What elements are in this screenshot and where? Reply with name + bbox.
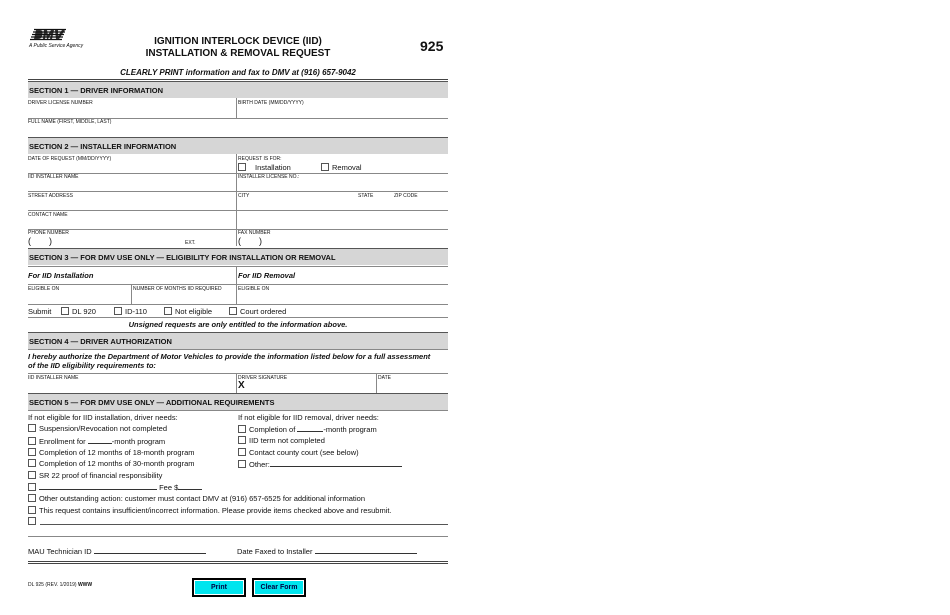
completion30-checkbox[interactable] bbox=[28, 459, 36, 467]
date-of-request-field[interactable] bbox=[28, 162, 236, 173]
enrollment-months-blank[interactable] bbox=[88, 436, 112, 444]
completion30-option[interactable] bbox=[28, 459, 195, 468]
installer-license-label: INSTALLER LICENSE NO.: bbox=[238, 174, 300, 180]
outstanding-label: Other outstanding action: customer must contact DMV at (916) 657-6525 for additional information bbox=[39, 494, 366, 503]
install-eligible-on-label: ELIGIBLE ON bbox=[28, 286, 60, 292]
zip-label: ZIP CODE bbox=[394, 193, 418, 199]
term-checkbox[interactable] bbox=[238, 436, 246, 444]
divider bbox=[28, 317, 448, 318]
removal-completion-label-b: -month program bbox=[323, 425, 377, 434]
sr22-option[interactable] bbox=[28, 471, 162, 480]
authorization-line-2: of the IID eligibility requirements to: bbox=[28, 361, 156, 370]
driver-license-field[interactable] bbox=[28, 106, 236, 118]
id110-label: ID-110 bbox=[125, 307, 147, 316]
divider bbox=[28, 210, 448, 211]
sr22-checkbox[interactable] bbox=[28, 471, 36, 479]
completion18-label: Completion of 12 months of 18-month program bbox=[39, 448, 195, 457]
left-intro: If not eligible for IID installation, driver needs: bbox=[28, 413, 178, 422]
divider bbox=[28, 373, 448, 374]
enrollment-checkbox[interactable] bbox=[28, 437, 36, 445]
date-faxed bbox=[237, 546, 417, 556]
fax-area-open: ( bbox=[238, 236, 241, 246]
suspension-checkbox[interactable] bbox=[28, 424, 36, 432]
section-2-title: SECTION 2 — INSTALLER INFORMATION bbox=[29, 142, 177, 151]
phone-label: PHONE NUMBER bbox=[28, 230, 69, 236]
other-option[interactable] bbox=[238, 459, 402, 469]
birth-date-field[interactable] bbox=[238, 106, 446, 118]
outstanding-option[interactable] bbox=[28, 494, 365, 503]
section-3-header bbox=[28, 248, 448, 265]
city-label: CITY bbox=[238, 193, 250, 199]
driver-signature-label: DRIVER SIGNATURE bbox=[238, 375, 288, 381]
outstanding-checkbox[interactable] bbox=[28, 494, 36, 502]
removal-completion-label-a: Completion of bbox=[249, 425, 296, 434]
dmv-logo bbox=[28, 28, 88, 42]
divider bbox=[28, 191, 448, 192]
divider bbox=[28, 79, 448, 80]
removal-eligible-on-field[interactable] bbox=[238, 292, 446, 303]
dl920-label: DL 920 bbox=[72, 307, 96, 316]
id110-option[interactable] bbox=[114, 307, 147, 316]
date-faxed-field[interactable] bbox=[315, 546, 417, 554]
other-blank[interactable] bbox=[270, 459, 402, 467]
form-number: 925 bbox=[420, 38, 444, 54]
state-label: STATE bbox=[358, 193, 374, 199]
unsigned-note: Unsigned requests are only entitled to the information above. bbox=[128, 320, 348, 329]
form-revision-suffix: WWW bbox=[77, 582, 93, 588]
removal-label: Removal bbox=[332, 163, 362, 172]
street-address-field[interactable] bbox=[28, 199, 236, 210]
section-4-header bbox=[28, 332, 448, 349]
divider bbox=[28, 349, 448, 350]
fee-checkbox[interactable] bbox=[28, 483, 36, 491]
suspension-option[interactable] bbox=[28, 424, 167, 433]
installation-checkbox[interactable] bbox=[238, 163, 246, 171]
completion30-label: Completion of 12 months of 30-month program bbox=[39, 459, 195, 468]
removal-checkbox[interactable] bbox=[321, 163, 329, 171]
mau-technician bbox=[28, 546, 206, 556]
driver-signature-field[interactable] bbox=[248, 381, 374, 392]
removal-eligible-on-label: ELIGIBLE ON bbox=[238, 286, 270, 292]
divider bbox=[28, 563, 448, 564]
authorization-line-1: I hereby authorize the Department of Motor Vehicles to provide the information listed below for a full assessment bbox=[28, 352, 431, 361]
date-of-request-label: DATE OF REQUEST (MM/DD/YYYY) bbox=[28, 156, 112, 162]
fee-description-blank[interactable] bbox=[39, 482, 157, 490]
form-revision-text: DL 925 (REV. 1/2019) bbox=[28, 582, 77, 588]
signature-mark: X bbox=[238, 380, 245, 391]
phone-area-close: ) bbox=[49, 236, 52, 246]
removal-completion-checkbox[interactable] bbox=[238, 425, 246, 433]
right-intro: If not eligible for IID removal, driver needs: bbox=[238, 413, 379, 422]
mau-technician-field[interactable] bbox=[94, 546, 206, 554]
id110-checkbox[interactable] bbox=[114, 307, 122, 315]
court-label: Contact county court (see below) bbox=[249, 448, 359, 457]
removal-months-blank[interactable] bbox=[297, 424, 323, 432]
fax-instruction: CLEARLY PRINT information and fax to DMV at (916) 657-9042 bbox=[120, 68, 356, 77]
fee-amount-blank[interactable] bbox=[178, 482, 202, 490]
blank-option-line[interactable] bbox=[40, 524, 448, 525]
contact-name-label: CONTACT NAME bbox=[28, 212, 68, 218]
other-label: Other: bbox=[249, 460, 270, 469]
completion18-option[interactable] bbox=[28, 448, 195, 457]
fax-label: FAX NUMBER bbox=[238, 230, 271, 236]
other-checkbox[interactable] bbox=[238, 460, 246, 468]
mau-label: MAU Technician ID bbox=[28, 547, 92, 556]
removal-completion-option[interactable] bbox=[238, 424, 377, 434]
driver-license-label: DRIVER LICENSE NUMBER bbox=[28, 100, 93, 106]
auth-installer-name-field[interactable] bbox=[28, 381, 236, 392]
enrollment-label-b: -month program bbox=[111, 437, 166, 446]
insufficient-label: This request contains insufficient/incorrect information. Please provide items checked above and resubmit. bbox=[39, 506, 392, 515]
fee-label: Fee $ bbox=[159, 483, 179, 492]
install-eligible-on-field[interactable] bbox=[28, 292, 130, 303]
title-line-2: INSTALLATION & REMOVAL REQUEST bbox=[145, 48, 331, 59]
installer-name-field[interactable] bbox=[28, 180, 236, 191]
fax-field[interactable] bbox=[243, 236, 443, 246]
auth-installer-name-label: IID INSTALLER NAME bbox=[28, 375, 79, 381]
submit-label: Submit bbox=[28, 307, 52, 316]
fax-area-close: ) bbox=[259, 236, 262, 246]
court-ordered-option[interactable] bbox=[229, 307, 286, 316]
street-address-label: STREET ADDRESS bbox=[28, 193, 73, 199]
section-1-header bbox=[28, 81, 448, 98]
section-4-title: SECTION 4 — DRIVER AUTHORIZATION bbox=[29, 337, 172, 346]
title-line-1: IGNITION INTERLOCK DEVICE (IID) bbox=[154, 36, 322, 47]
divider bbox=[28, 304, 448, 305]
section-5-header bbox=[28, 393, 448, 410]
ext-field[interactable] bbox=[200, 236, 234, 246]
auth-date-label: DATE bbox=[378, 375, 391, 381]
divider bbox=[236, 98, 237, 118]
clear-form-button[interactable]: Clear Form bbox=[252, 578, 306, 597]
birth-date-label: BIRTH DATE (MM/DD/YYYY) bbox=[238, 100, 304, 106]
installer-license-field[interactable] bbox=[238, 180, 446, 191]
court-ordered-label: Court ordered bbox=[240, 307, 287, 316]
court-ordered-checkbox[interactable] bbox=[229, 307, 237, 315]
dl920-checkbox[interactable] bbox=[61, 307, 69, 315]
installer-name-label: IID INSTALLER NAME bbox=[28, 174, 79, 180]
not-eligible-checkbox[interactable] bbox=[164, 307, 172, 315]
installation-option[interactable] bbox=[238, 163, 291, 172]
term-option[interactable] bbox=[238, 436, 325, 445]
section-2-header bbox=[28, 137, 448, 154]
enrollment-label-a: Enrollment for bbox=[39, 437, 86, 446]
agency-tagline: A Public Service Agency bbox=[29, 43, 84, 49]
months-required-label: NUMBER OF MONTHS IID REQUIRED bbox=[133, 286, 222, 292]
divider bbox=[376, 373, 377, 393]
suspension-label: Suspension/Revocation not completed bbox=[39, 424, 167, 433]
full-name-field[interactable] bbox=[28, 125, 448, 136]
divider bbox=[131, 284, 132, 304]
divider bbox=[236, 154, 237, 246]
ext-label: EXT. bbox=[185, 240, 196, 246]
insufficient-checkbox[interactable] bbox=[28, 506, 36, 514]
request-for-label: REQUEST IS FOR: bbox=[238, 156, 282, 162]
dl920-option[interactable] bbox=[61, 307, 96, 316]
blank-option[interactable] bbox=[28, 517, 39, 526]
fee-option[interactable] bbox=[28, 482, 202, 492]
blank-checkbox[interactable] bbox=[28, 517, 36, 525]
divider bbox=[28, 410, 448, 411]
insufficient-option[interactable] bbox=[28, 506, 392, 515]
removal-heading: For IID Removal bbox=[238, 271, 296, 280]
removal-option[interactable] bbox=[321, 163, 362, 172]
not-eligible-label: Not eligible bbox=[175, 307, 213, 316]
installation-heading: For IID Installation bbox=[28, 271, 94, 280]
sr22-label: SR 22 proof of financial responsibility bbox=[39, 471, 163, 480]
auth-date-field[interactable] bbox=[378, 381, 446, 392]
city-field[interactable] bbox=[238, 199, 356, 210]
divider bbox=[236, 266, 237, 304]
installation-label: Installation bbox=[255, 163, 291, 172]
date-faxed-label: Date Faxed to Installer bbox=[237, 547, 313, 556]
section-3-title: SECTION 3 — FOR DMV USE ONLY — ELIGIBILITY FOR INSTALLATION OR REMOVAL bbox=[29, 253, 336, 262]
zip-field[interactable] bbox=[394, 199, 446, 210]
court-checkbox[interactable] bbox=[238, 448, 246, 456]
not-eligible-option[interactable] bbox=[164, 307, 212, 316]
form-revision bbox=[28, 582, 92, 588]
form-title bbox=[138, 36, 338, 60]
section-1-title: SECTION 1 — DRIVER INFORMATION bbox=[29, 86, 164, 95]
divider bbox=[28, 561, 448, 562]
phone-field[interactable] bbox=[33, 236, 183, 246]
state-field[interactable] bbox=[358, 199, 392, 210]
contact-name-field[interactable] bbox=[28, 218, 236, 229]
court-option[interactable] bbox=[238, 448, 359, 457]
completion18-checkbox[interactable] bbox=[28, 448, 36, 456]
section-5-title: SECTION 5 — FOR DMV USE ONLY — ADDITIONAL REQUIREMENTS bbox=[29, 398, 275, 407]
print-button[interactable]: Print bbox=[192, 578, 246, 597]
full-name-label: FULL NAME (FIRST, MIDDLE, LAST) bbox=[28, 119, 112, 125]
divider bbox=[28, 284, 448, 285]
divider bbox=[28, 536, 448, 537]
phone-area-open: ( bbox=[28, 236, 31, 246]
divider bbox=[28, 266, 448, 267]
months-required-field[interactable] bbox=[133, 292, 235, 303]
divider bbox=[236, 373, 237, 393]
enrollment-option[interactable] bbox=[28, 436, 165, 446]
term-label: IID term not completed bbox=[249, 436, 325, 445]
